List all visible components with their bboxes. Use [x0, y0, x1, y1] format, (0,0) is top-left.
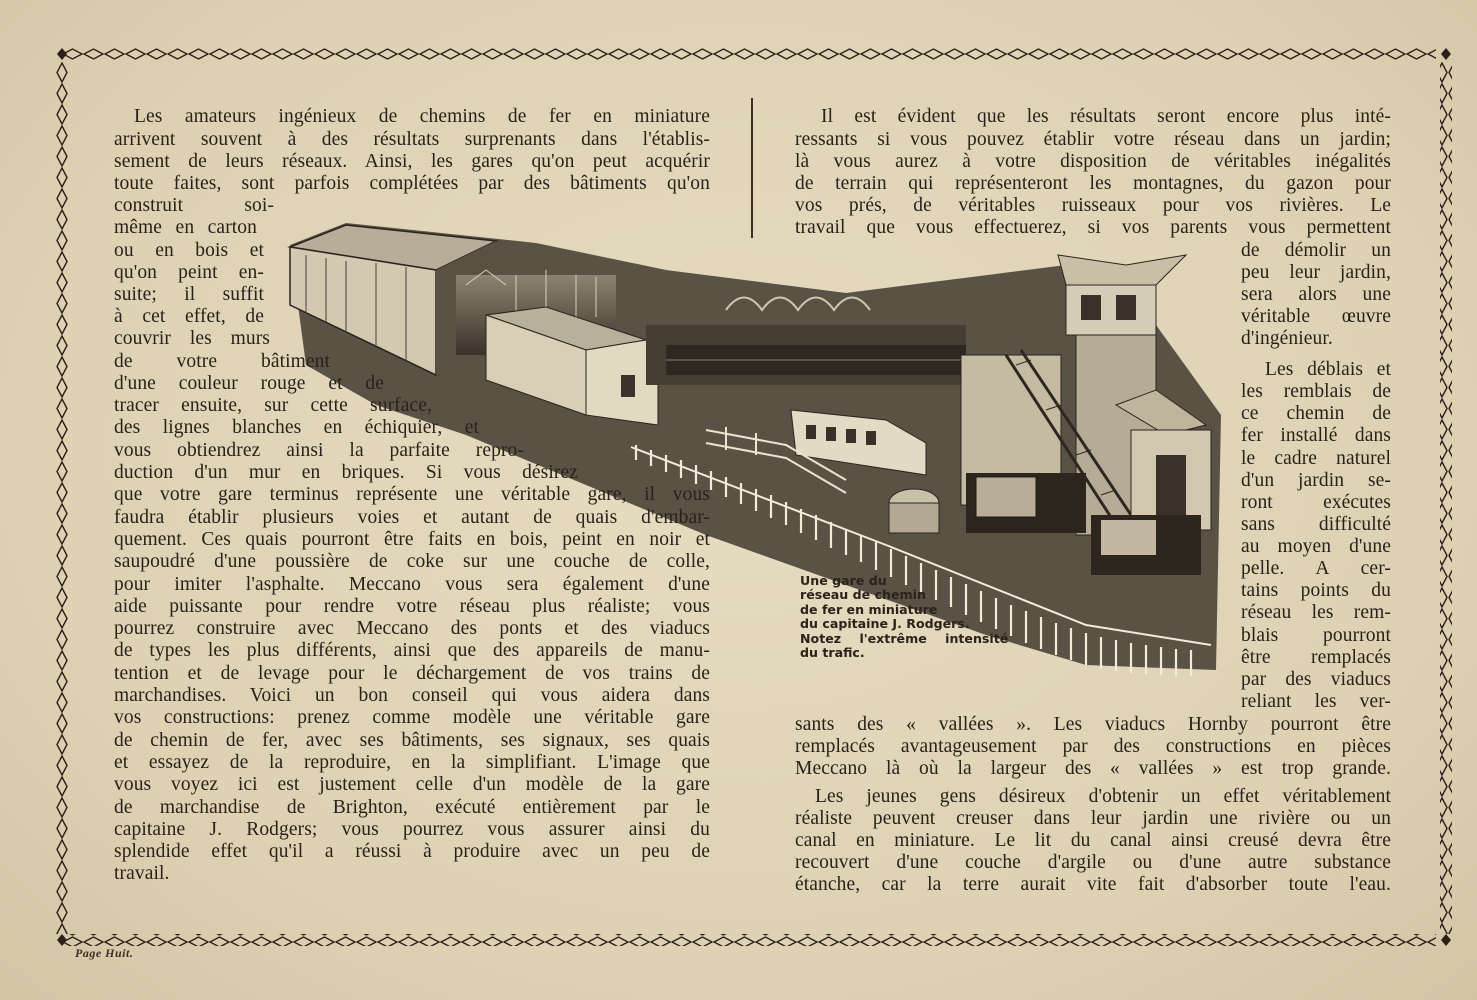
right-text-line: peu leur jardin, — [1241, 262, 1391, 283]
right-text-line: véritable œuvre — [1241, 306, 1391, 327]
left-text-line: capitaine J. Rodgers; vous pourrez vous assurer ainsi du — [114, 819, 710, 840]
left-text-line: à cet effet, de — [114, 306, 264, 327]
left-text-line: construit soi- — [114, 195, 274, 216]
left-text-line: toute faites, sont parfois complétées par des bâtiments qu'on — [114, 173, 710, 194]
left-text-line: de chemin de fer, avec ses bâtiments, ses signaux, ses quais — [114, 730, 710, 751]
left-text-line: suite; il suffit — [114, 284, 264, 305]
page-footer: Page Huit. — [75, 946, 134, 960]
right-text-line: les remblais de — [1241, 381, 1391, 402]
photo-caption — [800, 574, 1008, 660]
right-text-line: remplacés avantageusement par des constructions en pièces — [795, 736, 1391, 757]
left-text-line: marchandises. Voici un bon conseil qui vous aidera dans — [114, 685, 710, 706]
left-text-line: de votre bâtiment — [114, 351, 330, 372]
caption-line: Notez l'extrême intensité — [800, 630, 1009, 646]
left-text-line: sement de leurs réseaux. Ainsi, les gares qu'on peut acquérir — [114, 151, 710, 172]
right-text-line: sans difficulté — [1241, 514, 1391, 535]
right-text-line: étanche, car la terre aurait vite fait d'absorber toute l'eau. — [795, 874, 1391, 895]
left-text-line: d'une couleur rouge et de — [114, 373, 384, 394]
left-text-line: vos constructions: prenez comme modèle une véritable gare — [114, 707, 710, 728]
right-text-line: d'ingénieur. — [1241, 328, 1333, 349]
right-text-line: de terrain qui représenteront les montagnes, du gazon pour — [795, 173, 1391, 194]
left-text-line: couvrir les murs — [114, 328, 270, 349]
right-text-line: reliant les ver- — [1241, 691, 1391, 712]
right-text-line: là vous aurez à votre disposition de véritables inégalités — [795, 151, 1391, 172]
caption-line: réseau de chemin — [800, 587, 926, 603]
right-text-line: fer installé dans — [1241, 425, 1391, 446]
right-text-line: réaliste peuvent creuser dans leur jardin une rivière ou un — [795, 808, 1391, 829]
right-text-line: réseau les rem- — [1241, 602, 1391, 623]
left-text-line: vous voyez ici est justement celle d'un modèle de la gare — [114, 774, 710, 795]
right-text-line: canal en miniature. Le lit du canal ainsi creusé devra être — [795, 830, 1391, 851]
left-text-line: saupoudré d'une poussière de coke sur une couche de colle, — [114, 551, 710, 572]
caption-line: du capitaine J. Rodgers. — [800, 616, 970, 632]
left-text-line: arrivent souvent à des résultats surprenants dans l'établis- — [114, 129, 710, 150]
left-text-line: et essayez de la reproduire, en la simplifiant. L'image que — [114, 752, 710, 773]
left-text-line: vous obtiendrez ainsi la parfaite repro- — [114, 440, 524, 461]
right-text-line: ront exécutes — [1241, 492, 1391, 513]
right-text-line: travail que vous effectuerez, si vos parents vous permettent — [795, 217, 1391, 238]
left-text-line: ou en bois et — [114, 240, 264, 261]
left-text-line: splendide effet qu'il a réussi à produire avec un peu de — [114, 841, 710, 862]
caption-line: du trafic. — [800, 645, 865, 661]
right-text-line: tains points du — [1241, 580, 1391, 601]
right-text-line: le cadre naturel — [1241, 448, 1391, 469]
right-text-line: recouvert d'une couche d'argile ou d'une autre substance — [795, 852, 1391, 873]
left-text-line: pourrez construire avec Meccano des ponts et des viaducs — [114, 618, 710, 639]
right-text-line: Les déblais et — [1265, 359, 1391, 380]
right-text-line: de démolir un — [1241, 240, 1391, 261]
right-text-line: sera alors une — [1241, 284, 1391, 305]
right-text-line: Il est évident que les résultats seront encore plus inté- — [821, 106, 1391, 127]
right-text-line: d'un jardin se- — [1241, 470, 1391, 491]
right-text-line: pelle. A cer- — [1241, 558, 1391, 579]
right-text-line: ressants si vous pouvez établir votre réseau dans un jardin; — [795, 129, 1391, 150]
left-text-line: Les amateurs ingénieux de chemins de fer en miniature — [134, 106, 710, 127]
left-text-line: de types les plus différents, ainsi que des appareils de manu- — [114, 640, 710, 661]
left-text-line: même en carton — [114, 217, 257, 238]
right-text-line: au moyen d'une — [1241, 536, 1391, 557]
right-text-line: Meccano là où la largeur des « vallées » est trop grande. — [795, 758, 1391, 779]
right-text-line: sants des « vallées ». Les viaducs Hornby pourront être — [795, 714, 1391, 735]
left-text-line: quement. Ces quais pourront être faits en bois, peint en noir et — [114, 529, 710, 550]
left-text-line: de marchandise de Brighton, exécuté entièrement par le — [114, 797, 710, 818]
left-text-line: tention et de levage pour le déchargement de vos trains de — [114, 663, 710, 684]
right-text-line: Les jeunes gens désireux d'obtenir un effet véritablement — [815, 786, 1391, 807]
caption-line: de fer en miniature — [800, 601, 938, 617]
left-text-line: pour imiter l'asphalte. Meccano vous sera également d'une — [114, 574, 710, 595]
right-text-line: ce chemin de — [1241, 403, 1391, 424]
caption-line: Une gare du — [800, 573, 887, 588]
right-text-line: être remplacés — [1241, 647, 1391, 668]
left-text-line: travail. — [114, 863, 170, 884]
left-text-line: tracer ensuite, sur cette surface, — [114, 395, 432, 416]
left-text-line: aide puissante pour rendre votre réseau plus réaliste; vous — [114, 596, 710, 617]
left-text-line: qu'on peint en- — [114, 262, 264, 283]
left-text-line: faudra établir plusieurs voies et autant de quais d'embar- — [114, 507, 710, 528]
left-text-line: des lignes blanches en échiquier, et — [114, 417, 479, 438]
left-text-line: duction d'un mur en briques. Si vous désirez — [114, 462, 578, 483]
right-text-line: blais pourront — [1241, 625, 1391, 646]
left-text-line: que votre gare terminus représente une véritable gare, il vous — [114, 484, 710, 505]
right-text-line: par des viaducs — [1241, 669, 1391, 690]
right-text-line: vos prés, de véritables ruisseaux pour vos rivières. Le — [795, 195, 1391, 216]
